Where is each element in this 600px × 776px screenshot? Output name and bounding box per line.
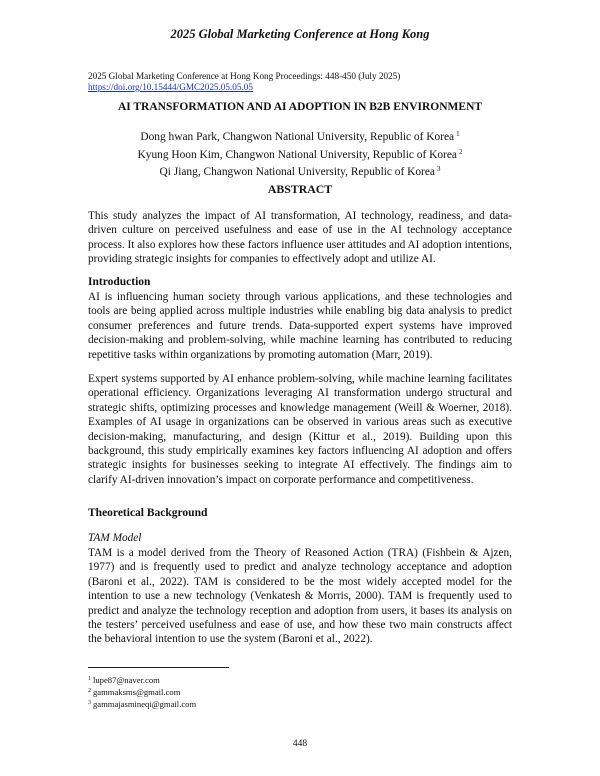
abstract-text: This study analyzes the impact of AI transformation, AI technology, readiness, and data-driven culture on perceived usefulness and ease of use in the AI technology acceptance process. It also explores how these factors influence user attitudes and AI adoption intentions, providing strategic insights for companies to effectively adopt and utilize AI. bbox=[88, 210, 512, 266]
footnote-divider bbox=[88, 667, 229, 668]
introduction-paragraph-1: AI is influencing human society through various applications, and these technologies and tools are being applied across multiple industries while enabling big data analysis to predict consumer preferences and future trends. Data-supported expert systems have improved decision-making and problem-solving, while machine learning has contributed to reducing repetitive tasks within organizations by promoting automation (Marr, 2019). bbox=[88, 291, 512, 361]
author-affiliation: Qi Jiang, Changwon National University, Republic of Korea bbox=[159, 166, 435, 178]
footnote bbox=[88, 698, 196, 710]
footnote-mark: 1 bbox=[456, 130, 460, 138]
introduction-paragraph-2: Expert systems supported by AI enhance problem-solving, while machine learning facilitates operational efficiency. Organizations leveraging AI transformation undergo structural and strategic shifts, optimizing processes and knowledge management (Weill & Woerner, 2018). Examples of AI usage in organizations can be observed in various areas such as executive decision-making, manufacturing, and design (Kittur et al., 2019). Building upon this background, this study empirically examines key factors influencing AI adoption and offers strategic insights for businesses seeking to integrate AI effectively. The findings aim to clarify AI-driven innovation’s impact on corporate performance and competitiveness. bbox=[88, 373, 512, 486]
footnote-mark: 3 bbox=[436, 165, 441, 173]
tam-model-subheading: TAM Model bbox=[88, 532, 142, 544]
tam-model-paragraph: TAM is a model derived from the Theory of Reasoned Action (TRA) (Fishbein & Ajzen, 1977) and is frequently used to predict and analyze technology acceptance and adoption (Baroni et al., 2022). TAM is considered to be the most widely accepted model for the intention to use a new technology (Venkatesh & Morris, 2000). TAM is frequently used to predict and analyze the technology reception and adoption from users, it bases its analysis on the testers’ perceived usefulness and ease of use, and how these two main constructs affect the behavioral intention to use the system (Baroni et al., 2022). bbox=[88, 547, 512, 646]
author-email: gammaksms@gmail.com bbox=[93, 687, 181, 697]
footnote-mark: 3 bbox=[88, 700, 91, 706]
author-list bbox=[0, 127, 600, 180]
paper-title: AI TRANSFORMATION AND AI ADOPTION IN B2B ENVIRONMENT bbox=[117, 101, 483, 113]
footnote-mark: 1 bbox=[88, 676, 91, 682]
footnote bbox=[88, 674, 196, 686]
author-email: lupe87@naver.com bbox=[93, 675, 160, 685]
author-line bbox=[0, 145, 600, 163]
introduction-heading: Introduction bbox=[88, 276, 151, 288]
author-line bbox=[0, 162, 600, 180]
theoretical-background-heading: Theoretical Background bbox=[88, 507, 208, 519]
page-number: 448 bbox=[292, 739, 308, 749]
footnotes bbox=[88, 674, 196, 710]
proceedings-citation: 2025 Global Marketing Conference at Hong Kong Proceedings: 448-450 (July 2025) bbox=[88, 71, 401, 81]
author-affiliation: Dong hwan Park, Changwon National University, Republic of Korea bbox=[140, 131, 455, 143]
footnote bbox=[88, 686, 196, 698]
conference-header: 2025 Global Marketing Conference at Hong Kong bbox=[170, 27, 430, 41]
abstract-heading: ABSTRACT bbox=[267, 182, 333, 196]
footnote-mark: 2 bbox=[458, 147, 463, 156]
author-email: gammajasmineqi@gmail.com bbox=[93, 699, 197, 709]
author-line bbox=[0, 127, 600, 145]
footnote-mark: 2 bbox=[88, 688, 91, 694]
doi-link[interactable]: https://doi.org/10.15444/GMC2025.05.05.05 bbox=[88, 82, 253, 92]
author-affiliation: Kyung Hoon Kim, Changwon National University, Republic of Korea bbox=[137, 148, 457, 161]
